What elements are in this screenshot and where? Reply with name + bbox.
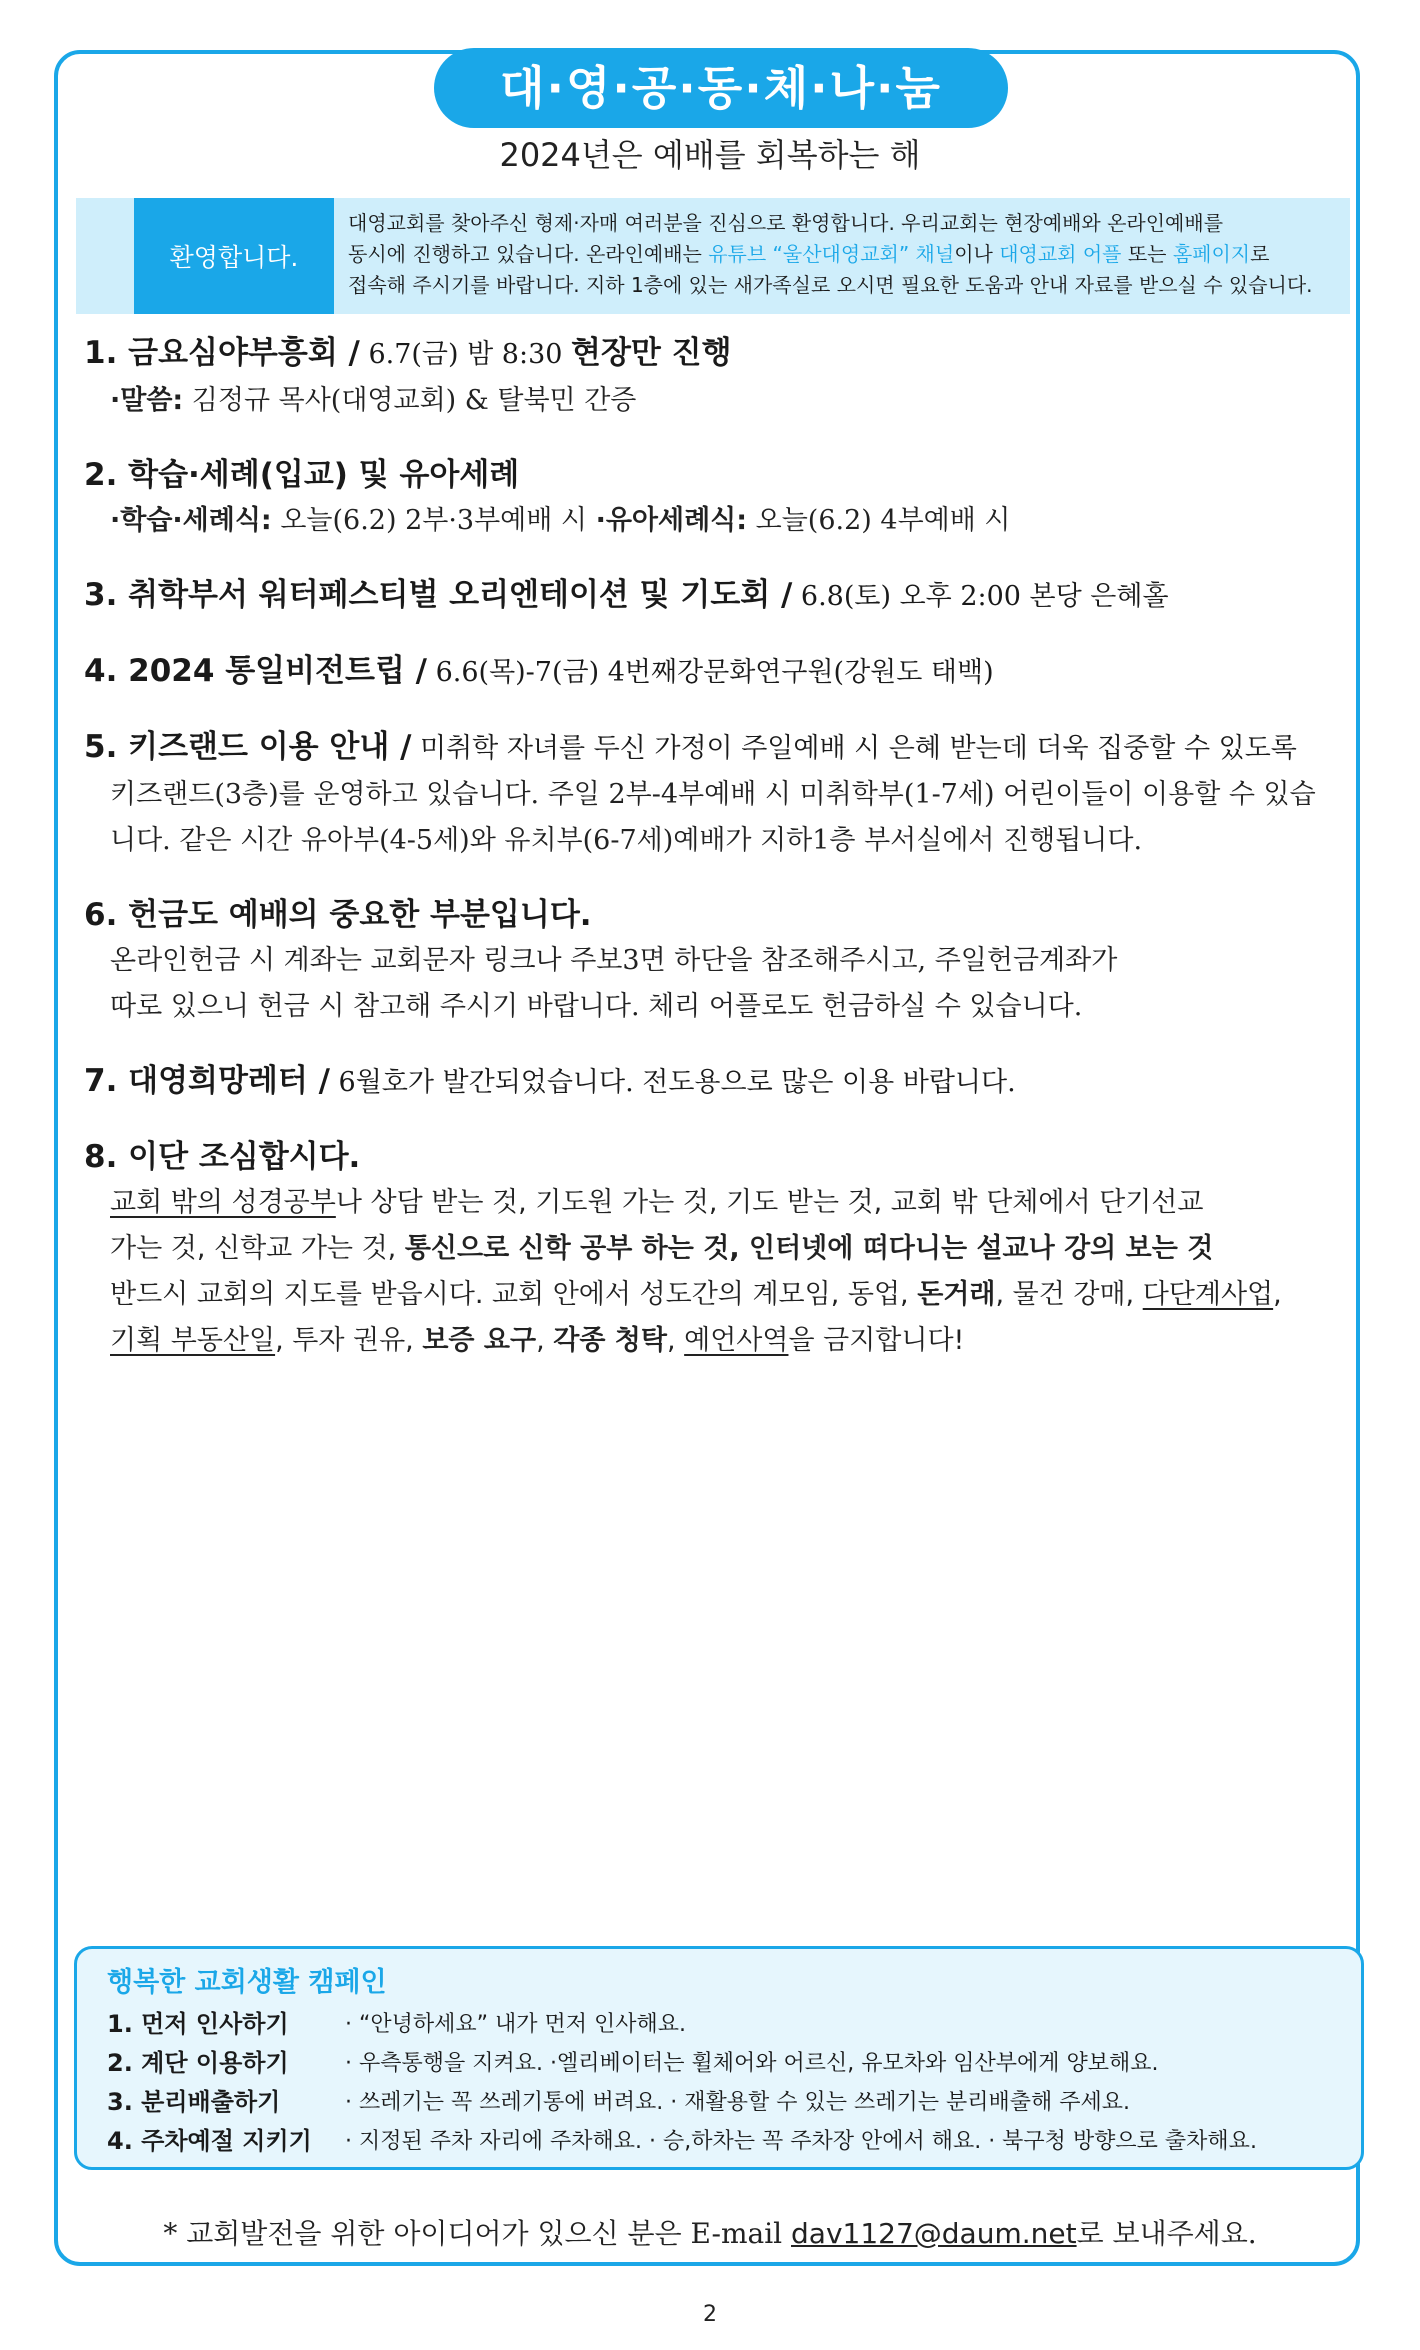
email-link[interactable]: dav1127@daum.net	[791, 2217, 1077, 2250]
announcement-item: 5. 키즈랜드 이용 안내 / 미취학 자녀를 두신 가정이 주일예배 시 은혜 받는데 더욱 집중할 수 있도록 키즈랜드(3층)를 운영하고 있습니다. 주일 2부-4부예배 시 미취학부(1-7세) 어린이들이 이용할 수 있습 니다. 같은 시간 유아부(4-5세)와 유치부(6-7세)예배가 지하1층 부서실에서 진행됩니다.	[84, 729, 1316, 856]
announcement-item: 3. 취학부서 워터페스티벌 오리엔테이션 및 기도회 / 6.8(토) 오후 2:00 본당 은혜홀	[84, 577, 1169, 613]
announcement-item: 6. 헌금도 예배의 중요한 부분입니다. 온라인헌금 시 계좌는 교회문자 링크나 주보3면 하단을 참조해주시고, 주일헌금계좌가 따로 있으니 헌금 시 참고해 주시기 바랍니다. 체리 어플로도 헌금하실 수 있습니다.	[84, 897, 1118, 1022]
page-title: 대·영·공·동·체·나·눔	[434, 48, 1008, 128]
welcome-line: 대영교회를 찾아주신 형제·자매 여러분을 진심으로 환영합니다. 우리교회는 현장예배와 온라인예배를	[348, 211, 1224, 235]
announcement-item: 4. 2024 통일비전트립 / 6.6(목)-7(금) 4번째강문화연구원(강원도 태백)	[84, 653, 994, 689]
welcome-label: 환영합니다.	[134, 198, 334, 314]
campaign-title: 행복한 교회생활 캠페인	[107, 1967, 387, 1998]
announcement-item: 1. 금요심야부흥회 / 6.7(금) 밤 8:30 현장만 진행 ·말씀: 김정규 목사(대영교회) & 탈북민 간증	[84, 335, 732, 416]
welcome-line: 접속해 주시기를 바랍니다. 지하 1층에 있는 새가족실로 오시면 필요한 도움과 안내 자료를 받으실 수 있습니다.	[348, 273, 1313, 297]
youtube-link[interactable]: 유튜브 “울산대영교회” 채널	[708, 242, 955, 266]
footer-note: * 교회발전을 위한 아이디어가 있으신 분은 E-mail dav1127@daum.net로 보내주세요.	[163, 2217, 1257, 2250]
announcement-item: 2. 학습·세례(입교) 및 유아세례 ·학습·세례식: 오늘(6.2) 2부·3부예배 시 ·유아세례식: 오늘(6.2) 4부예배 시	[84, 457, 1011, 536]
campaign-row: 2. 계단 이용하기 · 우측통행을 지켜요. ·엘리베이터는 휠체어와 어르신, 유모차와 임산부에게 양보해요.	[107, 2049, 1159, 2077]
announcement-item: 8. 이단 조심합시다. 교회 밖의 성경공부나 상담 받는 것, 기도원 가는 것, 기도 받는 것, 교회 밖 단체에서 단기선교 가는 것, 신학교 가는 것, 통신으로 신학 공부 하는 것, 인터넷에 떠다니는 설교나 강의 보는 것 반드시 교회의 지도를 받읍시다. 교회 안에서 성도간의 계모임, 동업, 돈거래, 물건 강매, 다단계사업, 기획 부동산일, 투자 권유, 보증 요구, 각종 청탁, 예언사역을 금지합니다!	[84, 1139, 1282, 1356]
announcement-list	[84, 330, 1354, 1392]
campaign-row: 4. 주차예절 지키기 · 지정된 주차 자리에 주차해요. · 승,하차는 꼭 주차장 안에서 해요. · 북구청 방향으로 출차해요.	[107, 2127, 1257, 2155]
campaign-row: 3. 분리배출하기 · 쓰레기는 꼭 쓰레기통에 버려요. · 재활용할 수 있는 쓰레기는 분리배출해 주세요.	[107, 2088, 1130, 2116]
welcome-line: 동시에 진행하고 있습니다. 온라인예배는 유튜브 “울산대영교회” 채널이나 대영교회 어플 또는 홈페이지로	[348, 242, 1270, 266]
page-subtitle: 2024년은 예배를 회복하는 해	[499, 136, 921, 174]
welcome-text	[334, 198, 1350, 314]
campaign-box	[74, 1946, 1364, 2170]
homepage-link[interactable]: 홈페이지	[1172, 242, 1251, 266]
campaign-row: 1. 먼저 인사하기 · “안녕하세요” 내가 먼저 인사해요.	[107, 2010, 687, 2038]
welcome-box	[76, 198, 1350, 314]
announcement-item: 7. 대영희망레터 / 6월호가 발간되었습니다. 전도용으로 많은 이용 바랍니다.	[84, 1063, 1016, 1099]
app-link[interactable]: 대영교회 어플	[999, 242, 1122, 266]
page-number: 2	[703, 2302, 717, 2327]
